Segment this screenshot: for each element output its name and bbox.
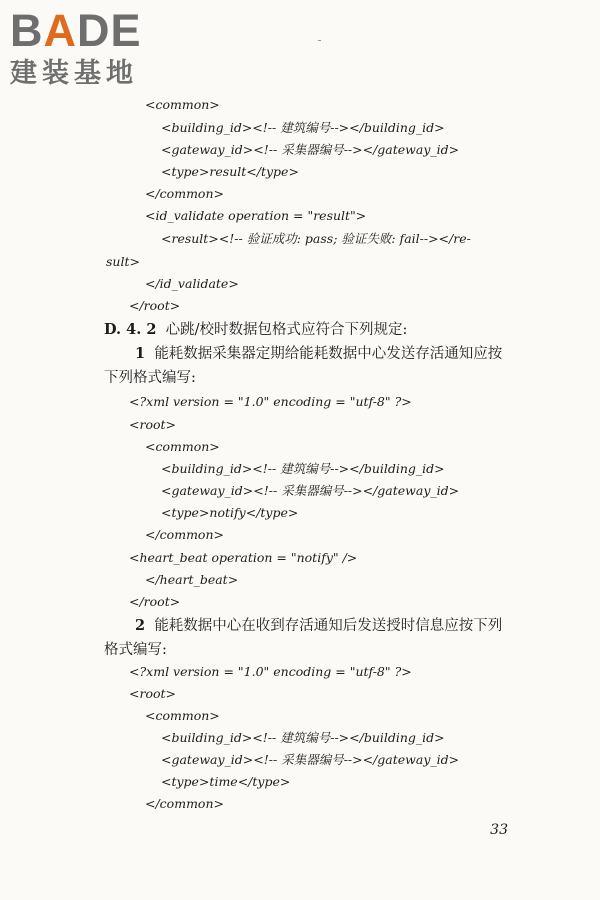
section-number: D. 4. 2 bbox=[104, 321, 157, 338]
code-line: <building_id><!-- 建筑编号--></building_id> bbox=[161, 461, 445, 476]
code-line: <?xml version = "1.0" encoding = "utf-8" ?> bbox=[129, 394, 412, 409]
code-line: sult> bbox=[106, 254, 140, 269]
clause-number: 2 bbox=[135, 617, 146, 634]
logo-wordmark: BADE bbox=[10, 5, 142, 56]
code-line: </common> bbox=[145, 527, 224, 542]
code-line: </common> bbox=[145, 796, 224, 811]
code-line: <common> bbox=[145, 439, 220, 454]
page-number: 33 bbox=[490, 822, 508, 838]
code-line: <gateway_id><!-- 采集器编号--></gateway_id> bbox=[161, 752, 460, 767]
section-heading: D. 4. 2 心跳/校时数据包格式应符合下列规定: bbox=[104, 321, 408, 338]
code-line: <building_id><!-- 建筑编号--></building_id> bbox=[161, 730, 445, 745]
code-line: </id_validate> bbox=[145, 276, 239, 291]
clause-line: 2 能耗数据中心在收到存活通知后发送授时信息应按下列 bbox=[135, 617, 503, 634]
code-line: <heart_beat operation = "notify" /> bbox=[129, 550, 358, 565]
code-line: <common> bbox=[145, 97, 220, 112]
code-line: <result><!-- 验证成功: pass; 验证失败: fail--></re- bbox=[161, 231, 471, 246]
code-line: <building_id><!-- 建筑编号--></building_id> bbox=[161, 120, 445, 135]
logo-subtitle: 建装基地 bbox=[10, 58, 138, 89]
code-line: </heart_beat> bbox=[145, 572, 239, 587]
clause-line: 下列格式编写: bbox=[104, 370, 196, 386]
clause-line: 格式编写: bbox=[104, 642, 167, 658]
scan-speck bbox=[318, 40, 321, 41]
code-line: <common> bbox=[145, 708, 220, 723]
bade-logo bbox=[10, 6, 142, 90]
clause-line: 1 能耗数据采集器定期给能耗数据中心发送存活通知应按 bbox=[135, 345, 503, 362]
code-line: <type>result</type> bbox=[161, 164, 299, 179]
code-line: <root> bbox=[129, 686, 176, 701]
code-line: </common> bbox=[145, 186, 224, 201]
code-line: <gateway_id><!-- 采集器编号--></gateway_id> bbox=[161, 483, 460, 498]
code-line: </root> bbox=[129, 594, 181, 609]
clause-number: 1 bbox=[135, 345, 146, 362]
code-line: <type>notify</type> bbox=[161, 505, 299, 520]
code-line: </root> bbox=[129, 298, 181, 313]
logo-accent-letter: A bbox=[43, 5, 77, 56]
code-line: <type>time</type> bbox=[161, 774, 291, 789]
code-line: <root> bbox=[129, 417, 176, 432]
code-line: <?xml version = "1.0" encoding = "utf-8" ?> bbox=[129, 664, 412, 679]
code-line: <gateway_id><!-- 采集器编号--></gateway_id> bbox=[161, 142, 460, 157]
code-line: <id_validate operation = "result"> bbox=[145, 208, 367, 223]
